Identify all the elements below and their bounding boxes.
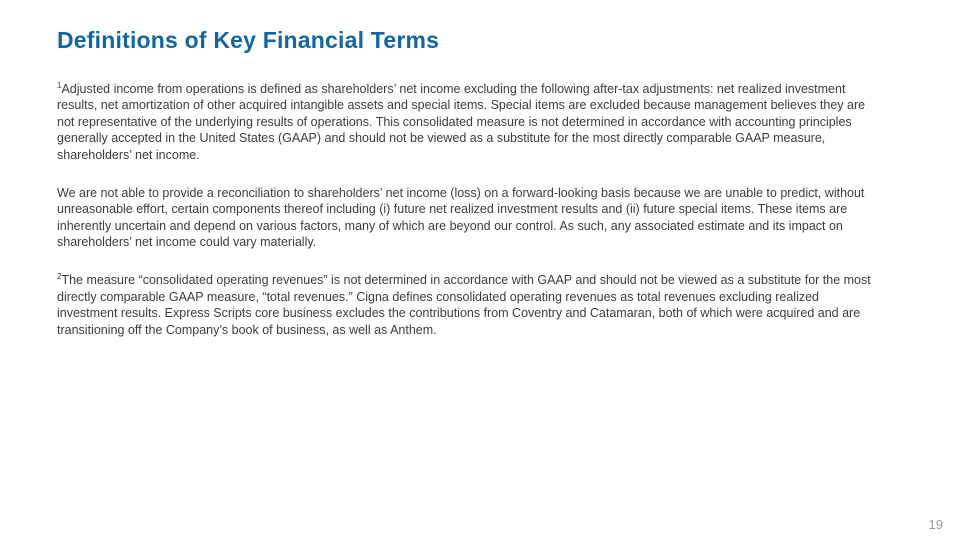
page-number: 19	[928, 517, 943, 532]
footnote-paragraph-consolidated-revenues	[57, 272, 877, 338]
slide-content	[57, 27, 877, 359]
footnote-text: The measure “consolidated operating revenues” is not determined in accordance with GAAP and should not be viewed as a substitute for the most directly comparable GAAP measure, “total revenues.” Cigna defines consolidated operating revenues as total revenues excluding realized investment results. Express Scripts core business excludes the contributions from Coventry and Catamaran, both of which were acquired and are transitioning off the Company’s book of business, as well as Anthem.	[57, 272, 871, 337]
footnote-superscript-1: 1	[57, 80, 62, 90]
paragraph-text: We are not able to provide a reconciliation to shareholders’ net income (loss) on a forward-looking basis because we are unable to predict, without unreasonable effort, certain components thereof including (i) future net realized investment results and (ii) future special items. These items are inherently uncertain and depend on various factors, many of which are beyond our control. As such, any associated estimate and its impact on shareholders’ net income could vary materially.	[57, 185, 865, 250]
page-title: Definitions of Key Financial Terms	[57, 27, 440, 53]
footnote-text: Adjusted income from operations is defined as shareholders’ net income excluding the following after-tax adjustments: net realized investment results, net amortization of other acquired intangible assets and special items. Special items are excluded because management believes they are not representative of the underlying results of operations. This consolidated measure is not determined in accordance with accounting principles generally accepted in the United States (GAAP) and should not be viewed as a substitute for the most directly comparable GAAP measure, shareholders’ net income.	[57, 81, 866, 162]
paragraph-reconciliation-disclaimer	[57, 185, 877, 251]
footnote-superscript-2: 2	[57, 271, 62, 281]
footnote-paragraph-adjusted-income	[57, 81, 877, 164]
